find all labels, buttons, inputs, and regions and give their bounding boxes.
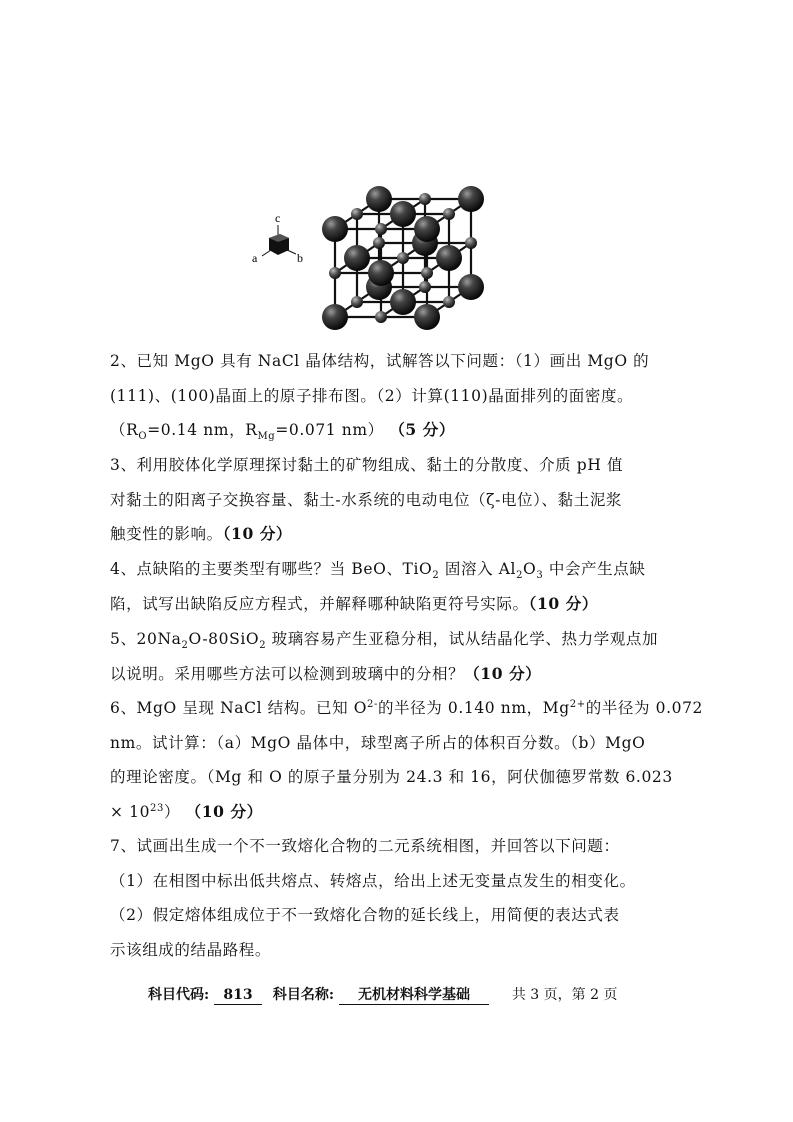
small-ion-atom [351, 208, 363, 220]
q7-line-3: （2）假定熔体组成位于不一致熔化合物的延长线上，用简便的表达式表 [110, 906, 620, 924]
q5-line-1: 5、$20Na_2O-80SiO_2$ 玻璃容易产生亚稳分相，试从结晶化学、热力学观点加 [110, 630, 659, 652]
large-ion-atom [436, 245, 462, 271]
small-ion-atom [443, 296, 455, 308]
page-count: 共 3 页，第 2 页 [511, 987, 618, 1003]
q5-line-2: 以说明。采用哪些方法可以检测到玻璃中的分相？（10 分） [110, 663, 542, 683]
large-ion-atom [458, 274, 484, 300]
small-ion-atom [375, 311, 387, 323]
subject-name: 无机材料科学基础 [339, 987, 489, 1005]
subject-name-label: 科目名称: [272, 987, 335, 1003]
q2-score: （5 分） [389, 420, 455, 439]
large-ion-atom [368, 260, 394, 286]
page-footer [148, 984, 668, 1005]
mgo-crystal-structure-figure [240, 112, 560, 347]
small-ion-atom [443, 208, 455, 220]
q6-line-2: nm。试计算：（a）MgO 晶体中，球型离子所占的体积百分数。（b）MgO [110, 733, 646, 752]
small-ion-atom [329, 267, 341, 279]
q2-line-3: （$R_O=0.14$ nm，$R_{Mg}=0.071$ nm） （5 分） [110, 420, 455, 443]
question-3 [110, 448, 685, 552]
large-ion-atom [366, 186, 392, 212]
question-2 [110, 344, 685, 448]
q7-line-1: 7、试画出生成一个不一致熔化合物的二元系统相图，并回答以下问题： [110, 837, 620, 855]
small-ion-atom [375, 223, 387, 235]
question-7 [110, 829, 685, 967]
large-ion-atom [414, 216, 440, 242]
q6-line-3: 的理论密度。（Mg 和 O 的原子量分别为 24.3 和 16，阿伏伽德罗常数 6.023 [110, 768, 673, 786]
q7-line-4: 示该组成的结晶路程。 [110, 940, 272, 959]
question-6 [110, 691, 704, 829]
axis-indicator [252, 211, 303, 265]
q4-score: （10 分） [528, 593, 598, 613]
large-ion-atom [414, 304, 440, 330]
large-ion-atom [458, 186, 484, 212]
axis-c-label: c [275, 211, 281, 225]
question-5 [110, 622, 685, 691]
small-ion-atom [351, 296, 363, 308]
subject-code-label: 科目代码: [148, 987, 210, 1003]
small-ion-atom [419, 281, 431, 293]
question-4 [110, 552, 685, 621]
large-ion-atom [344, 245, 370, 271]
large-ion-atom [390, 201, 416, 227]
q7-line-2: （1）在相图中标出低共熔点、转熔点，给出上述无变量点发生的相变化。 [110, 871, 636, 890]
q3-line-1: 3、利用胶体化学原理探讨黏土的矿物组成、黏土的分散度、介质 pH 值 [110, 456, 624, 474]
small-ion-atom [419, 193, 431, 205]
q3-line-2: 对黏土的阳离子交换容量、黏土-水系统的电动电位（ζ-电位）、黏土泥浆 [110, 490, 623, 509]
q3-score: （10 分） [222, 524, 293, 543]
large-ion-atom [322, 216, 348, 242]
small-ion-atom [373, 237, 385, 249]
subject-code: 813 [214, 987, 262, 1005]
q4-line-2: 陷，试写出缺陷反应方程式，并解释哪种缺陷更符号实际。（10 分） [110, 593, 598, 613]
q6-line-4: × $10^{23}$） （10 分） [110, 801, 263, 821]
q4-line-1: 4、点缺陷的主要类型有哪些？当 BeO、TiO$_2$ 固溶入 $Al_2O_3$ 中会产生点缺 [110, 560, 646, 582]
axis-b-label: b [297, 251, 303, 265]
large-ion-atom [322, 304, 348, 330]
q5-score: （10 分） [464, 663, 542, 683]
small-ion-atom [397, 252, 409, 264]
axis-a-label: a [252, 251, 258, 265]
q2-line-1: 2、已知 MgO 具有 NaCl 晶体结构，试解答以下问题：（1）画出 MgO 的 [110, 352, 650, 370]
q6-line-1: 6、MgO 呈现 NaCl 结构。已知 $O^{2-}$的半径为 0.140 nm，$Mg^{2+}$的半径为 0.072 [110, 698, 704, 717]
q2-line-2: (111)、(100)晶面上的原子排布图。（2）计算(110)晶面排列的面密度。 [110, 386, 634, 405]
small-ion-atom [465, 237, 477, 249]
q3-line-3: 触变性的影响。（10 分） [110, 524, 293, 543]
small-ion-atom [421, 267, 433, 279]
large-ion-atom [390, 289, 416, 315]
q6-score: （10 分） [185, 801, 263, 821]
